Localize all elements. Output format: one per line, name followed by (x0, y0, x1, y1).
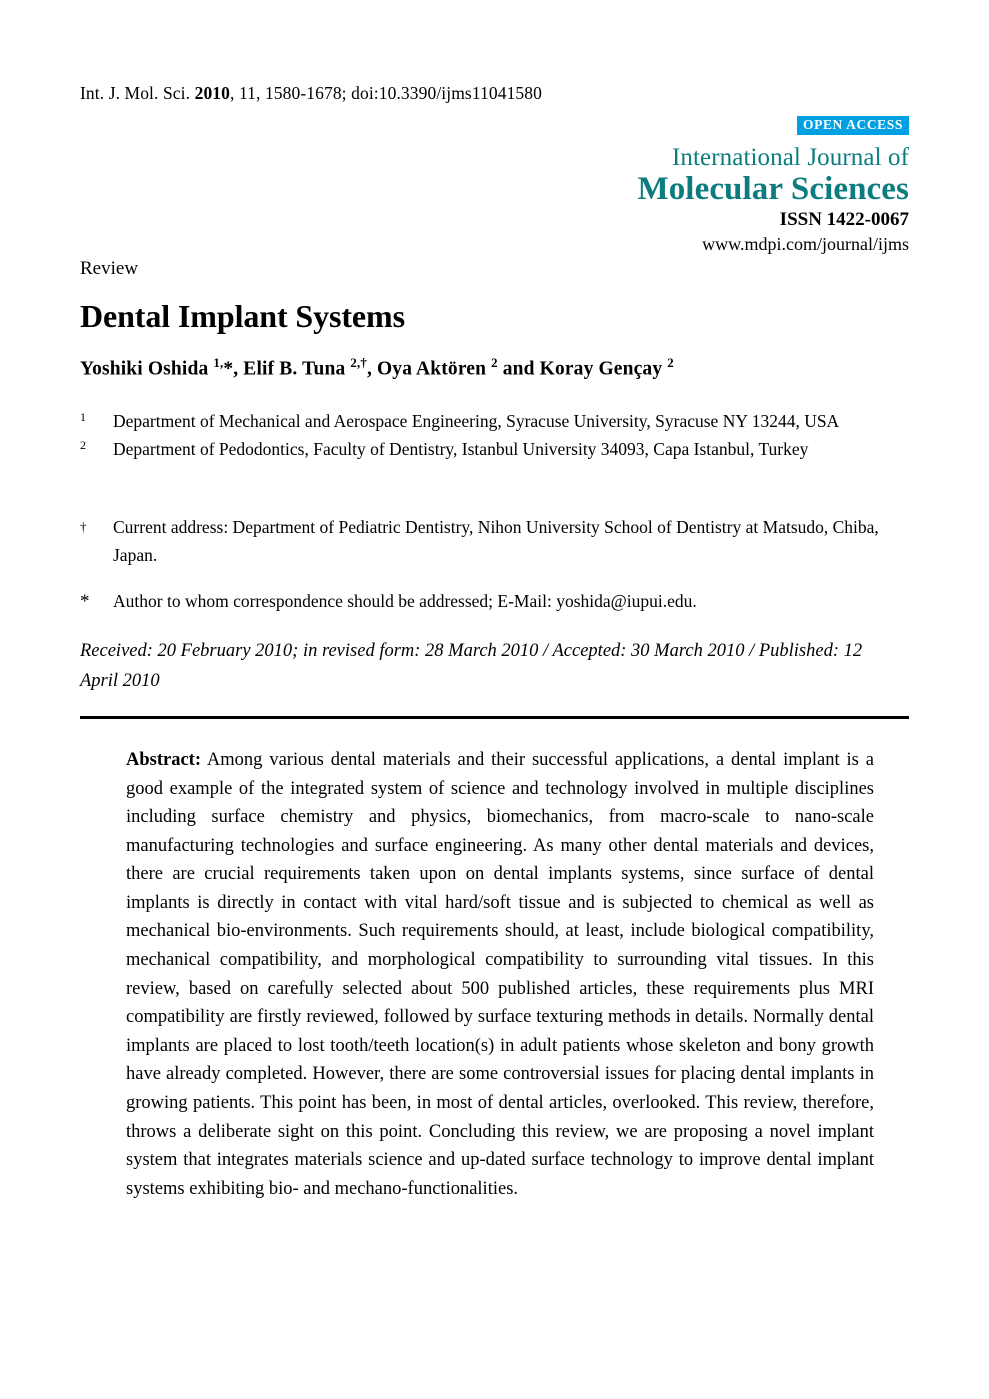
correspondence-text: Author to whom correspondence should be addressed; E-Mail: yoshida@iupui.edu. (113, 591, 697, 611)
publication-history: Received: 20 February 2010; in revised form: 28 March 2010 / Accepted: 30 March 2010 / Published: 12 April 2010 (80, 641, 863, 691)
journal-url[interactable]: www.mdpi.com/journal/ijms (702, 233, 909, 254)
dagger-marker: † (80, 519, 87, 534)
abstract-label: Abstract: (126, 750, 202, 770)
journal-name-line1: International Journal of (671, 143, 909, 171)
correspondence-item (80, 587, 909, 618)
journal-masthead (489, 116, 909, 255)
article-type-label: Review (80, 258, 139, 279)
affiliation-item (80, 435, 909, 463)
author-note-list (80, 513, 909, 570)
affiliation-item (80, 407, 909, 435)
header-divider (80, 716, 909, 719)
page-title: Dental Implant Systems (80, 298, 405, 334)
author-note-item (80, 513, 909, 570)
asterisk-marker: * (80, 591, 90, 612)
journal-name-line2: Molecular Sciences (637, 170, 909, 207)
running-head-citation: , 11, 1580-1678; doi:10.3390/ijms11041580 (230, 83, 542, 103)
abstract-text: Among various dental materials and their successful applications, a dental implant is a good example of the integrated system of science and technology involved in multiple disciplines including surface chemistry and physics, biomechanics, from macro-scale to nano-scale manufacturing technologies and surface engineering. As many other dental materials and devices, there are crucial requirements taken upon on dental implants systems, since surface of dental implants is directly in contact with vital hard/soft tissue and is subjected to chemical as well as mechanical bio-environments. Such requirements should, at least, include biological compatibility, mechanical compatibility, and morphological compatibility to surrounding vital tissues. In this review, based on carefully selected about 500 published articles, these requirements plus MRI compatibility are firstly reviewed, followed by surface texturing methods in details. Normally dental implants are placed to lost tooth/teeth location(s) in adult patients whose skeleton and bony growth have already completed. However, there are some controversial issues for placing dental implants in growing patients. This point has been, in most of dental articles, overlooked. This review, therefore, throws a deliberate sight on this point. Concluding this review, we are proposing a novel implant system that integrates materials science and up-dated surface technology to improve dental implant systems exhibiting bio- and mechano-functionalities. (126, 750, 874, 1199)
running-head-journal: Int. J. Mol. Sci. (80, 83, 195, 103)
affiliation-text: Department of Pedodontics, Faculty of Dentistry, Istanbul University 34093, Capa Istanbul, Turkey (113, 439, 809, 460)
affiliation-marker: 1 (80, 410, 86, 424)
open-access-badge: OPEN ACCESS (797, 116, 909, 135)
author-note-text: Current address: Department of Pediatric Dentistry, Nihon University School of Dentistry at Matsudo, Chiba, Japan. (113, 517, 879, 566)
abstract-block (126, 746, 874, 1203)
author-list: Yoshiki Oshida $^{1,}$*, Elif B. Tuna $^{2,\dagger}$, Oya Aktören $^2$ and Koray Gençay $^2$ (80, 356, 674, 380)
journal-issn: ISSN 1422-0067 (779, 209, 909, 231)
running-head-year: 2010 (194, 83, 230, 103)
affiliation-marker: 2 (80, 438, 86, 453)
affiliation-list (80, 407, 909, 464)
running-head (80, 83, 542, 104)
correspondence-list (80, 587, 909, 618)
affiliation-text: Department of Mechanical and Aerospace Engineering, Syracuse University, Syracuse NY 13244, USA (113, 411, 840, 431)
